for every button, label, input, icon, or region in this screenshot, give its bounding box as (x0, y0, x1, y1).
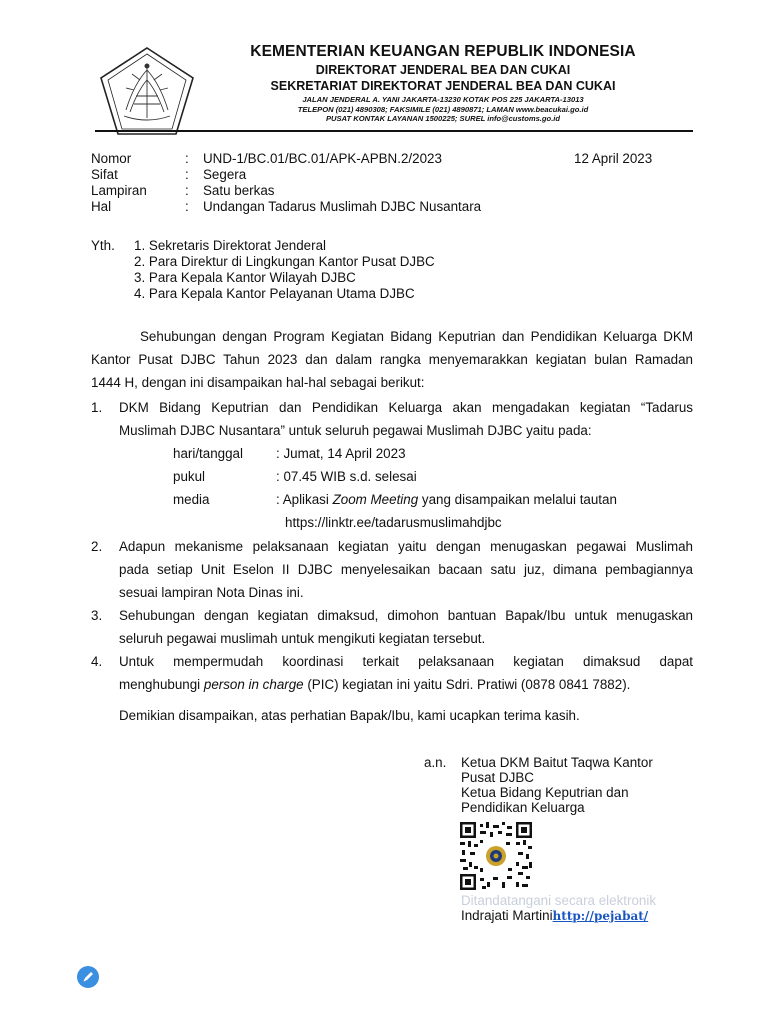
meta-colon: : (185, 183, 189, 198)
detail-value-time: : 07.45 WIB s.d. selesai (276, 469, 417, 484)
letterhead-divider (95, 130, 693, 132)
meta-label-nomor: Nomor (91, 151, 132, 166)
item4-line: Untuk mempermudah koordinasi terkait pelaksanaan kegiatan dimaksud dapat (119, 654, 693, 669)
item4-emphasis: person in charge (203, 677, 304, 692)
item4-line (119, 673, 630, 696)
detail-value-date: : Jumat, 14 April 2023 (276, 446, 406, 461)
item3-line: Sehubungan dengan kegiatan dimaksud, dimohon bantuan Bapak/Ibu untuk menugaskan (119, 608, 693, 623)
media-text: : Aplikasi (276, 492, 333, 507)
e-signature-note: Ditandatangani secara elektronik (461, 893, 657, 908)
item1-line: Muslimah DJBC Nusantara” untuk seluruh pegawai Muslimah DJBC yaitu pada: (119, 423, 592, 438)
address-line: PUSAT KONTAK LAYANAN 1500225; SUREL info@customs.go.id (325, 114, 561, 123)
intro-line: Sehubungan dengan Program Kegiatan Bidang Keputrian dan Pendidikan Keluarga DKM (140, 329, 693, 344)
list-number: 4. (91, 654, 103, 669)
address-line: TELEPON (021) 4890308; FAKSIMILE (021) 4890871; LAMAN www.beacukai.go.id (297, 104, 589, 114)
item4-text: (PIC) kegiatan ini yaitu Sdri. Pratiwi (0878 0841 7882). (303, 677, 631, 692)
meta-colon: : (185, 151, 189, 166)
meta-label-lampiran: Lampiran (91, 183, 147, 198)
pencil-icon (77, 966, 99, 988)
recipient-item: 3. Para Kepala Kantor Wilayah DJBC (134, 270, 356, 285)
list-number: 2. (91, 539, 103, 554)
intro-line: 1444 H, dengan ini disampaikan hal-hal sebagai berikut: (91, 375, 425, 390)
detail-label-date: hari/tanggal (173, 446, 243, 461)
meta-label-sifat: Sifat (91, 167, 118, 182)
letter-date: 12 April 2023 (574, 151, 653, 166)
recipient-item: 1. Sekretaris Direktorat Jenderal (134, 238, 327, 253)
meta-label-hal: Hal (91, 199, 112, 214)
item3-line: seluruh pegawai muslimah untuk mengikuti kegiatan tersebut. (119, 631, 486, 646)
intro-line: Kantor Pusat DJBC Tahun 2023 dan dalam rangka menyemarakkan kegiatan bulan Ramadan (91, 352, 693, 367)
recipient-item: 4. Para Kepala Kantor Pelayanan Utama DJBC (134, 286, 415, 301)
signature-title: Ketua DKM Baitut Taqwa Kantor (461, 755, 653, 770)
signature-title: Ketua Bidang Keputrian dan (461, 785, 629, 800)
meta-value-hal: Undangan Tadarus Muslimah DJBC Nusantara (203, 199, 482, 214)
address-line: JALAN JENDERAL A. YANI JAKARTA-13230 KOTAK POS 225 JAKARTA-13013 (302, 95, 584, 104)
letterhead-address (0, 95, 768, 124)
meta-value-sifat: Segera (203, 167, 247, 182)
meta-colon: : (185, 199, 189, 214)
ministry-title: KEMENTERIAN KEUANGAN REPUBLIK INDONESIA (250, 43, 636, 60)
item2-line: pada setiap Unit Eselon II DJBC menyelesaikan bacaan satu juz, dimana pembagiannya (119, 562, 693, 577)
item2-line: sesuai lampiran Nota Dinas ini. (119, 585, 304, 600)
signature-an: a.n. (424, 755, 447, 770)
floating-edit-button[interactable] (77, 966, 99, 988)
item1-line: DKM Bidang Keputrian dan Pendidikan Keluarga akan mengadakan kegiatan “Tadarus (119, 400, 693, 415)
detail-value-media (276, 488, 617, 511)
media-app-name: Zoom Meeting (332, 492, 419, 507)
signatory-link[interactable]: http://pejabat/ (552, 909, 649, 923)
meta-value-lampiran: Satu berkas (203, 183, 275, 198)
item2-line: Adapun mekanisme pelaksanaan kegiatan yaitu dengan menugaskan pegawai Muslimah (119, 539, 693, 554)
media-url: https://linktr.ee/tadarusmuslimahdjbc (285, 515, 502, 530)
meta-value-nomor: UND-1/BC.01/BC.01/APK-APBN.2/2023 (203, 151, 442, 166)
signatory-name: Indrajati Martini (461, 908, 553, 923)
list-number: 1. (91, 400, 103, 415)
recipient-salutation: Yth. (91, 238, 115, 253)
detail-label-media: media (173, 492, 210, 507)
media-text: yang disampaikan melalui tautan (418, 492, 617, 507)
closing-line: Demikian disampaikan, atas perhatian Bapak/Ibu, kami ucapkan terima kasih. (119, 708, 580, 723)
item4-text: menghubungi (119, 677, 204, 692)
detail-label-time: pukul (173, 469, 206, 484)
recipient-item: 2. Para Direktur di Lingkungan Kantor Pusat DJBC (134, 254, 435, 269)
secretariat-title: SEKRETARIAT DIREKTORAT JENDERAL BEA DAN CUKAI (270, 79, 616, 93)
signature-title: Pendidikan Keluarga (461, 800, 585, 815)
list-number: 3. (91, 608, 103, 623)
meta-colon: : (185, 167, 189, 182)
signature-qr-code (460, 822, 532, 890)
directorate-title: DIREKTORAT JENDERAL BEA DAN CUKAI (315, 63, 571, 77)
signature-title: Pusat DJBC (461, 770, 534, 785)
signatory-name-line (461, 908, 648, 924)
